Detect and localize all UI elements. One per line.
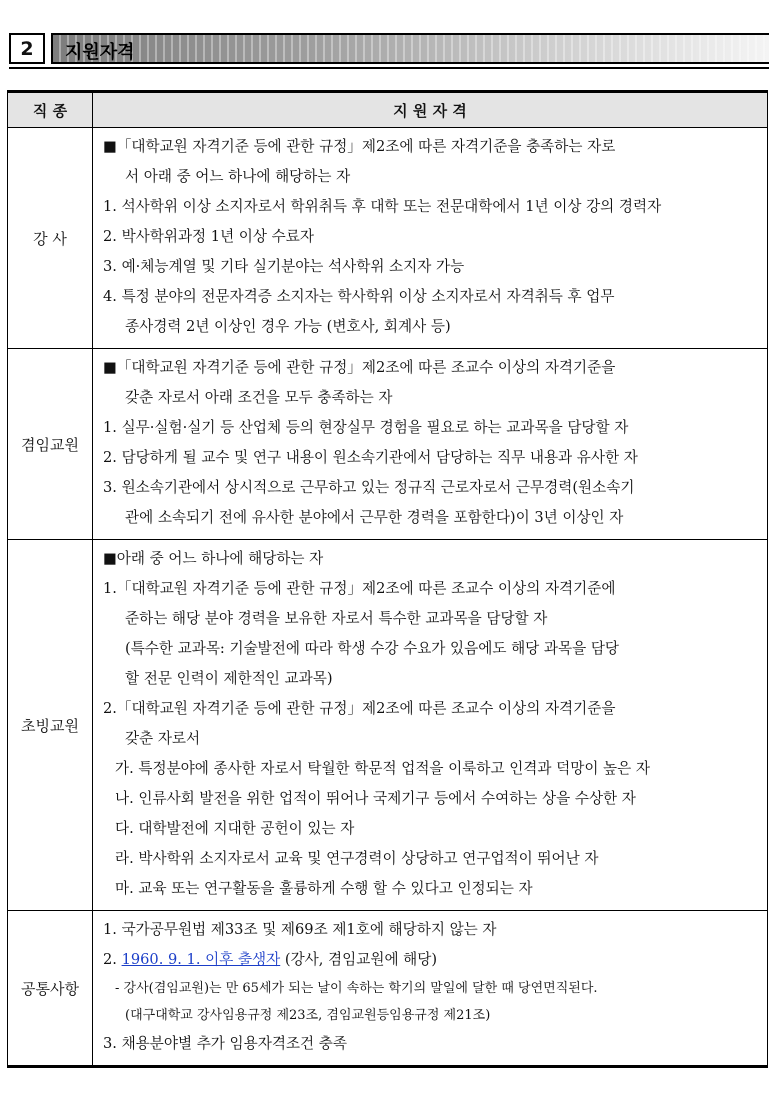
table-row [8,911,768,1067]
header-qualification: 지 원 자 격 [93,92,768,128]
table-row [8,128,768,349]
list-item: 가. 특정분야에 종사한 자로서 탁월한 학문적 업적을 이룩하고 인격과 덕망이 높은 자 [115,760,650,777]
list-item: ■아래 중 어느 하나에 해당하는 자 [103,550,324,567]
table-row [8,349,768,540]
table-header-row [8,92,768,128]
row-description-visiting [93,540,768,911]
section-title-bar [51,33,769,64]
list-item: 종사경력 2년 이상인 경우 가능 (변호사, 회계사 등) [125,318,451,335]
list-item: 갖춘 자로서 아래 조건을 모두 충족하는 자 [125,389,393,406]
section-title: 지원자격 [65,42,135,63]
row-category-adjunct: 겸임교원 [8,349,93,540]
list-item: 라. 박사학위 소지자로서 교육 및 연구경력이 상당하고 연구업적이 뛰어난 자 [115,850,599,867]
row-category-common: 공통사항 [8,911,93,1067]
list-item: - 강사(겸임교원)는 만 65세가 되는 날이 속하는 학기의 말일에 달한 때 당연면직된다. [115,981,598,996]
list-item: ■「대학교원 자격기준 등에 관한 규정」제2조에 따른 조교수 이상의 자격기준을 [103,359,616,376]
list-item: 2.「대학교원 자격기준 등에 관한 규정」제2조에 따른 조교수 이상의 자격기준을 [103,700,616,717]
row-category-visiting: 초빙교원 [8,540,93,911]
list-item: (특수한 교과목: 기술발전에 따라 학생 수강 수요가 있음에도 해당 과목을 담당 [125,640,620,657]
list-item: 2. 박사학위과정 1년 이상 수료자 [103,228,314,245]
table-row [8,540,768,911]
row-description-common [93,911,768,1067]
list-item: 다. 대학발전에 지대한 공헌이 있는 자 [115,820,355,837]
list-item: 마. 교육 또는 연구활동을 훌륭하게 수행 할 수 있다고 인정되는 자 [115,880,533,897]
list-item-suffix: (강사, 겸임교원에 해당) [280,951,438,968]
header-job-type: 직 종 [8,92,93,128]
list-item: 1. 실무·실험·실기 등 산업체 등의 현장실무 경험을 필요로 하는 교과목을 담당할 자 [103,419,629,436]
birthdate-link[interactable]: 1960. 9. 1. 이후 출생자 [121,951,281,968]
list-item: 1. 국가공무원법 제33조 및 제69조 제1호에 해당하지 않는 자 [103,921,497,938]
list-item: ■「대학교원 자격기준 등에 관한 규정」제2조에 따른 자격기준을 충족하는 자로 [103,138,616,155]
row-category-lecturer: 강 사 [8,128,93,349]
list-item: 1. 석사학위 이상 소지자로서 학위취득 후 대학 또는 전문대학에서 1년 이상 강의 경력자 [103,198,662,215]
list-item-prefix: 2. [103,951,122,968]
list-item: 서 아래 중 어느 하나에 해당하는 자 [125,168,351,185]
list-item: 갖춘 자로서 [125,730,201,747]
list-item: 할 전문 인력이 제한적인 교과목) [125,670,333,687]
section-number: 2 [9,33,45,64]
qualification-table [7,90,768,1068]
section-divider [9,67,769,69]
list-item: 관에 소속되기 전에 유사한 분야에서 근무한 경력을 포함한다)이 3년 이상인 자 [125,509,624,526]
list-item: 3. 원소속기관에서 상시적으로 근무하고 있는 정규직 근로자로서 근무경력(원소속기 [103,479,635,496]
list-item: 준하는 해당 분야 경력을 보유한 자로서 특수한 교과목을 담당할 자 [125,610,548,627]
list-item: 1.「대학교원 자격기준 등에 관한 규정」제2조에 따른 조교수 이상의 자격기준에 [103,580,616,597]
list-item: 3. 예·체능계열 및 기타 실기분야는 석사학위 소지자 가능 [103,258,465,275]
list-item: 4. 특정 분야의 전문자격증 소지자는 학사학위 이상 소지자로서 자격취득 후 업무 [103,288,615,305]
list-item [103,945,761,975]
section-header [9,33,769,66]
list-item: 2. 담당하게 될 교수 및 연구 내용이 원소속기관에서 담당하는 직무 내용과 유사한 자 [103,449,638,466]
row-description-adjunct [93,349,768,540]
list-item: 나. 인류사회 발전을 위한 업적이 뛰어나 국제기구 등에서 수여하는 상을 수상한 자 [115,790,636,807]
list-item: (대구대학교 강사임용규정 제23조, 겸임교원등임용규정 제21조) [125,1008,491,1023]
list-item: 3. 채용분야별 추가 임용자격조건 충족 [103,1035,347,1052]
row-description-lecturer [93,128,768,349]
